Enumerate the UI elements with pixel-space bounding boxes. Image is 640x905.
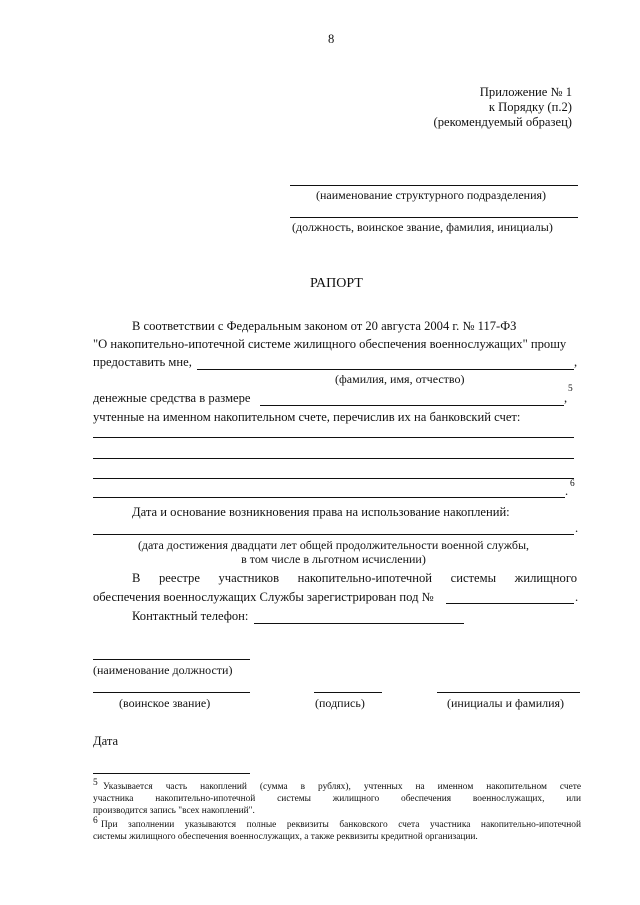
initials-field-line[interactable] (437, 692, 580, 693)
phone-field-line[interactable] (254, 623, 464, 624)
registry-period: . (575, 590, 579, 604)
appendix-title: Приложение № 1 (479, 85, 572, 99)
page-number: 8 (328, 32, 335, 46)
bank-line-3[interactable] (93, 478, 574, 479)
bank-line-4[interactable] (93, 497, 565, 498)
signature-field-line[interactable] (314, 692, 382, 693)
bank-period: . (565, 484, 569, 498)
date-basis-period: . (575, 521, 579, 535)
date-caption-2: в том числе в льготном исчислении) (241, 552, 426, 566)
position-field-line[interactable] (93, 659, 250, 660)
provide-label: предоставить мне, (93, 355, 192, 369)
date-caption-1: (дата достижения двадцати лет общей продолжительности военной службы, (137, 538, 530, 552)
date-label: Дата (93, 734, 119, 748)
footnote-ref-6: 6 (570, 479, 575, 489)
initials-caption: (инициалы и фамилия) (447, 696, 565, 710)
person-caption: (должность, воинское звание, фамилия, инициалы) (292, 220, 553, 234)
rank-field-line[interactable] (93, 692, 250, 693)
date-basis-text: Дата и основание возникновения права на использование накоплений: (132, 505, 510, 519)
amount-label: денежные средства в размере (93, 391, 251, 405)
footnote-separator (93, 773, 250, 774)
document-title: РАПОРТ (310, 276, 363, 291)
amount-field-line[interactable] (260, 405, 564, 406)
law-reference-line: В соответствии с Федеральным законом от 20 августа 2004 г. № 117-ФЗ (132, 319, 517, 333)
unit-caption: (наименование структурного подразделения) (316, 188, 547, 202)
registry-number-line[interactable] (446, 603, 574, 604)
amount-comma: , (564, 391, 568, 405)
law-title-line: "О накопительно-ипотечной системе жилищного обеспечения военнослужащих" прошу (93, 337, 567, 351)
footnote-5-line-1: Указывается часть накоплений (сумма в рублях), учтенных на именном накопительном счете (103, 782, 581, 792)
unit-field-line[interactable] (290, 185, 578, 186)
signature-caption: (подпись) (315, 696, 365, 710)
footnote-5-line-2: участника накопительно-ипотечной системы жилищного обеспечения военнослужащих, или (93, 794, 581, 804)
footnote-5-mark: 5 (93, 778, 98, 788)
footnote-6-line-2: системы жилищного обеспечения военнослужащих, а также реквизиты кредитной организации. (93, 832, 478, 842)
footnote-ref-5: 5 (568, 384, 573, 394)
name-comma: , (574, 355, 578, 369)
registry-line-1: В реестре участников накопительно-ипотечной системы жилищного (132, 571, 577, 585)
registry-line-2: обеспечения военнослужащих Службы зарегистрирован под № (93, 590, 434, 604)
date-basis-line[interactable] (93, 534, 574, 535)
footnote-6-mark: 6 (93, 816, 98, 826)
footnote-6-line-1: При заполнении указываются полные реквизиты банковского счета участника накопительно-ипотечной (101, 820, 581, 830)
appendix-ref: к Порядку (п.2) (488, 100, 572, 114)
appendix-block (434, 85, 572, 130)
name-field-line[interactable] (197, 369, 574, 370)
appendix-note: (рекомендуемый образец) (433, 115, 572, 129)
rank-caption: (воинское звание) (119, 696, 211, 710)
bank-line-1[interactable] (93, 437, 574, 438)
bank-line-2[interactable] (93, 458, 574, 459)
name-caption: (фамилия, имя, отчество) (335, 372, 465, 386)
position-caption: (наименование должности) (93, 663, 233, 677)
person-field-line[interactable] (290, 217, 578, 218)
account-text: учтенные на именном накопительном счете, перечислив их на банковский счет: (93, 410, 521, 424)
phone-label: Контактный телефон: (132, 609, 249, 623)
footnote-5-line-3: производится запись "всех накоплений". (93, 806, 255, 816)
